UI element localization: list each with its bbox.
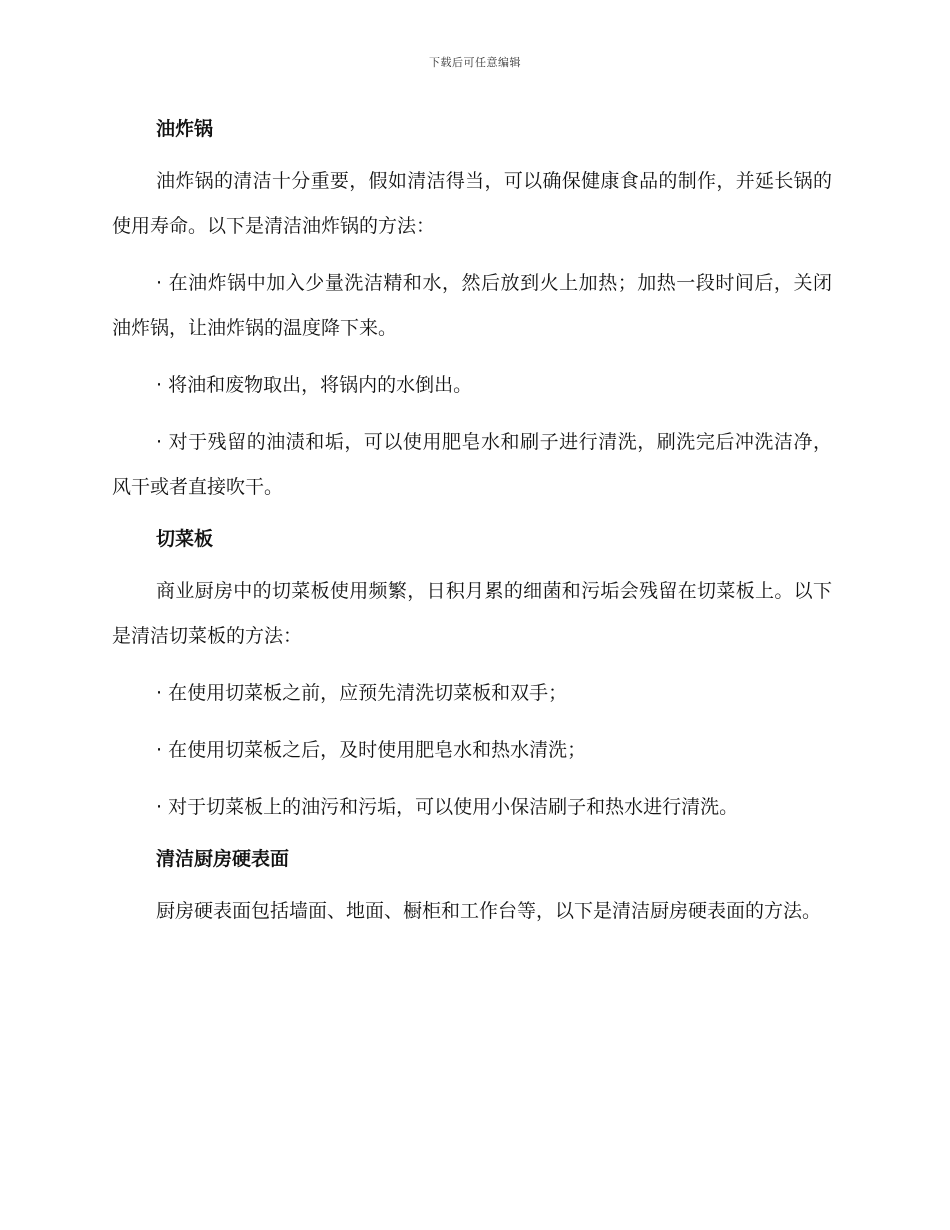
section-heading-fryer: 油炸锅 bbox=[156, 118, 214, 140]
bullet-item: · 在油炸锅中加入少量洗洁精和水，然后放到火上加热；加热一段时间后，关闭油炸锅，让油炸锅的温度降下来。 bbox=[112, 272, 832, 339]
bullet-item: · 对于残留的油渍和垢，可以使用肥皂水和刷子进行清洗，刷洗完后冲洗洁净，风干或者直接吹干。 bbox=[112, 431, 832, 498]
section-heading-cutting-board: 切菜板 bbox=[156, 528, 214, 550]
bullet-item: · 对于切菜板上的油污和污垢，可以使用小保洁刷子和热水进行清洗。 bbox=[156, 796, 739, 818]
header-note: 下载后可任意编辑 bbox=[429, 56, 521, 69]
bullet-item: · 在使用切菜板之后，及时使用肥皂水和热水清洗； bbox=[156, 739, 587, 761]
section-heading-hard-surfaces: 清洁厨房硬表面 bbox=[156, 848, 290, 870]
paragraph: 油炸锅的清洁十分重要，假如清洁得当，可以确保健康食品的制作，并延长锅的使用寿命。以下是清洁油炸锅的方法： bbox=[112, 170, 832, 237]
bullet-item: · 将油和废物取出，将锅内的水倒出。 bbox=[156, 374, 473, 396]
paragraph: 厨房硬表面包括墙面、地面、橱柜和工作台等，以下是清洁厨房硬表面的方法。 bbox=[156, 900, 822, 922]
paragraph: 商业厨房中的切菜板使用频繁，日积月累的细菌和污垢会残留在切菜板上。以下是清洁切菜板的方法： bbox=[112, 580, 832, 647]
bullet-item: · 在使用切菜板之前，应预先清洗切菜板和双手； bbox=[156, 682, 568, 704]
document-body bbox=[112, 112, 832, 946]
